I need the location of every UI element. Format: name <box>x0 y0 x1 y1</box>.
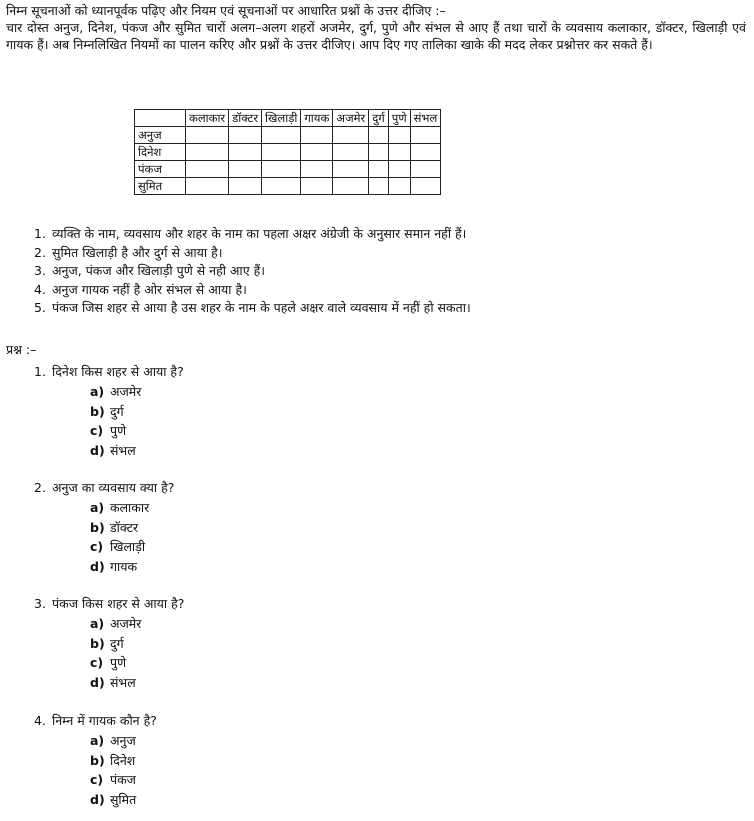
grid-row <box>135 178 441 195</box>
rule-item <box>34 262 744 281</box>
grid-cell <box>262 127 301 144</box>
question-text: अनुज का व्यवसाय क्या है? <box>52 480 175 495</box>
option-item <box>90 421 184 441</box>
grid-col-header: दुर्ग <box>369 110 389 127</box>
option-letter: a) <box>90 384 105 399</box>
rule-item <box>34 299 744 318</box>
option-text: दिनेश <box>109 752 136 768</box>
option-text: दुर्ग <box>109 403 124 419</box>
grid-cell <box>369 178 389 195</box>
grid-row-header: दिनेश <box>135 144 186 161</box>
option-item <box>90 537 174 557</box>
question-text: पंकज किस शहर से आया है? <box>52 596 185 611</box>
grid-row-header: अनुज <box>135 127 186 144</box>
option-text: गायक <box>109 558 138 574</box>
option-text: संभल <box>109 442 136 458</box>
grid-col-header: गायक <box>301 110 333 127</box>
grid-corner-cell <box>135 110 186 127</box>
option-letter: c) <box>90 772 104 787</box>
rule-item <box>34 244 744 263</box>
grid-cell <box>262 144 301 161</box>
option-item <box>90 751 157 771</box>
option-item <box>90 614 184 634</box>
grid-col-header: कलाकार <box>186 110 229 127</box>
intro-paragraph: चार दोस्त अनुज, दिनेश, पंकज और सुमित चारों अलग–अलग शहरों अजमेर, दुर्ग, पुणे और संभल से आए हैं तथा चारों के व्यवसाय कलाकार, डॉक्टर, खिलाड़ी एवं गायक हैं। अब निम्नलिखित नियमों का पालन करिए और प्रश्नों के उत्तर दीजिए। आप दिए गए तालिका खाके की मदद लेकर प्रश्नोत्तर कर सकते हैं। <box>6 20 746 52</box>
option-letter: c) <box>90 423 104 438</box>
rule-item <box>34 225 744 244</box>
options-list <box>90 382 184 460</box>
rule-number: 2. <box>34 244 46 260</box>
option-letter: b) <box>90 519 105 535</box>
rule-number: 4. <box>34 281 46 297</box>
options-list <box>90 498 174 576</box>
option-text: कलाकार <box>109 500 150 515</box>
grid-row <box>135 127 441 144</box>
option-letter: d) <box>90 442 105 458</box>
instruction-text: निम्न सूचनाओं को ध्यानपूर्वक पढ़िए और नियम एवं सूचनाओं पर आधारित प्रश्नों के उत्तर दीजिए :– <box>6 3 446 18</box>
grid-cell <box>388 161 410 178</box>
option-letter: b) <box>90 635 105 651</box>
grid-header-row <box>135 110 441 127</box>
option-text: पुणे <box>109 655 127 670</box>
option-item <box>90 557 174 577</box>
question-number: 1. <box>34 364 46 379</box>
question-block <box>34 362 184 460</box>
grid-cell <box>262 178 301 195</box>
grid-cell <box>262 161 301 178</box>
rule-number: 1. <box>34 226 46 241</box>
rules-section <box>34 225 744 318</box>
grid-cell <box>186 127 229 144</box>
grid-cell <box>410 161 441 178</box>
question-line <box>34 478 174 498</box>
rules-list <box>34 225 744 318</box>
grid-cell <box>186 178 229 195</box>
grid-cell <box>388 178 410 195</box>
grid-cell <box>229 144 262 161</box>
option-item <box>90 498 174 518</box>
rule-text: व्यक्ति के नाम, व्यवसाय और शहर के नाम का पहला अक्षर अंग्रेजी के अनुसार समान नहीं हैं। <box>52 226 467 241</box>
option-letter: d) <box>90 674 105 690</box>
grid-cell <box>186 144 229 161</box>
rule-text: सुमित खिलाड़ी है और दुर्ग से आया है। <box>52 244 223 260</box>
rule-number: 5. <box>34 300 46 315</box>
grid-row <box>135 161 441 178</box>
grid-cell <box>388 127 410 144</box>
option-item <box>90 634 184 654</box>
option-item <box>90 731 157 751</box>
option-item <box>90 790 157 810</box>
grid-row-header: पंकज <box>135 161 186 178</box>
option-item <box>90 673 184 693</box>
grid-col-header: पुणे <box>388 110 410 127</box>
grid-col-header: खिलाड़ी <box>262 110 301 127</box>
option-letter: d) <box>90 791 105 807</box>
option-letter: a) <box>90 733 105 748</box>
question-number: 3. <box>34 596 46 611</box>
grid-cell <box>229 161 262 178</box>
option-item <box>90 382 184 402</box>
question-number: 4. <box>34 713 46 728</box>
option-text: डॉक्टर <box>109 519 139 535</box>
question-line <box>34 711 157 731</box>
question-number: 2. <box>34 480 46 495</box>
rule-number: 3. <box>34 263 46 278</box>
option-item <box>90 518 174 538</box>
option-text: दुर्ग <box>109 635 124 651</box>
option-text: पुणे <box>109 423 127 438</box>
grid-cell <box>301 127 333 144</box>
grid-cell <box>410 127 441 144</box>
option-letter: d) <box>90 558 105 574</box>
option-letter: a) <box>90 616 105 631</box>
option-item <box>90 653 184 673</box>
option-letter: a) <box>90 500 105 515</box>
option-item <box>90 770 157 790</box>
grid-cell <box>369 127 389 144</box>
grid-cell <box>333 178 369 195</box>
grid-cell <box>229 178 262 195</box>
grid-col-header: डॉक्टर <box>229 110 262 127</box>
option-text: पंकज <box>109 772 136 787</box>
question-text: दिनेश किस शहर से आया है? <box>52 364 184 379</box>
grid-cell <box>333 144 369 161</box>
option-text: अजमेर <box>109 616 142 631</box>
rule-item <box>34 281 744 300</box>
question-text: निम्न में गायक कौन है? <box>52 713 157 728</box>
option-letter: b) <box>90 403 105 419</box>
grid-cell <box>333 161 369 178</box>
rule-text: अनुज गायक नहीं है ओर संभल से आया है। <box>52 281 247 297</box>
grid-row-header: सुमित <box>135 178 186 195</box>
option-letter: c) <box>90 539 104 554</box>
grid-cell <box>369 144 389 161</box>
questions-heading: प्रश्न :– <box>6 342 37 357</box>
grid-col-header: अजमेर <box>333 110 369 127</box>
options-list <box>90 614 184 692</box>
grid-cell <box>333 127 369 144</box>
rule-text: अनुज, पंकज और खिलाड़ी पुणे से नही आए हैं। <box>52 263 265 278</box>
grid-cell <box>186 161 229 178</box>
question-block <box>34 594 184 692</box>
rule-text: पंकज जिस शहर से आया है उस शहर के नाम के पहले अक्षर वाले व्यवसाय में नहीं हो सकता। <box>52 300 471 315</box>
grid-row <box>135 144 441 161</box>
option-letter: c) <box>90 655 104 670</box>
grid-col-header: संभल <box>410 110 441 127</box>
grid-cell <box>410 178 441 195</box>
option-text: संभल <box>109 674 136 690</box>
grid-cell <box>301 144 333 161</box>
option-text: अजमेर <box>109 384 142 399</box>
grid-cell <box>369 161 389 178</box>
grid-cell <box>388 144 410 161</box>
option-item <box>90 441 184 461</box>
question-line <box>34 362 184 382</box>
question-block <box>34 711 157 809</box>
question-block <box>34 478 174 576</box>
intro-section <box>6 2 746 53</box>
grid-cell <box>410 144 441 161</box>
option-text: अनुज <box>109 733 136 748</box>
option-letter: b) <box>90 752 105 768</box>
option-text: सुमित <box>109 791 137 807</box>
grid-cell <box>301 161 333 178</box>
option-item <box>90 402 184 422</box>
option-text: खिलाड़ी <box>109 539 146 554</box>
grid-cell <box>229 127 262 144</box>
grid-table <box>134 109 441 195</box>
options-list <box>90 731 157 809</box>
question-line <box>34 594 184 614</box>
grid-cell <box>301 178 333 195</box>
